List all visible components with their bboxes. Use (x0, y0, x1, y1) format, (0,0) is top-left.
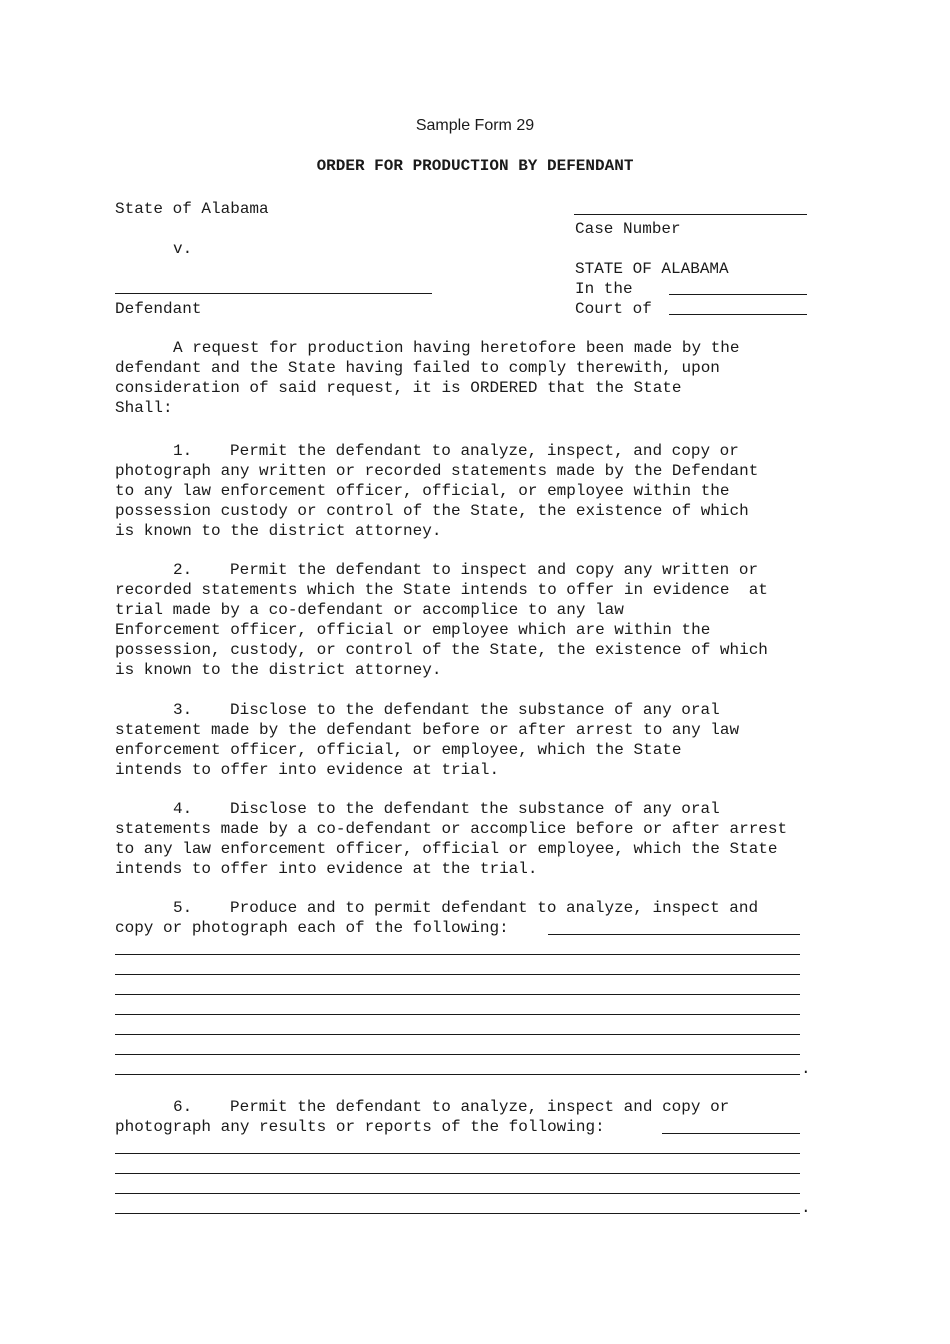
item-2-text: Permit the defendant to inspect and copy any written or recorded statements which the State intends to offer in evidence at trial made by a co-defendant or accomplice to any law Enforcement officer, official or employee which are within the possession, custody, or control of the State, the existence of which is known to the district attorney. (115, 561, 768, 679)
page-title: ORDER FOR PRODUCTION BY DEFENDANT (316, 157, 634, 175)
item-5-blank-line[interactable] (115, 1054, 800, 1055)
item-6-period: . (801, 1199, 811, 1217)
form-label: Sample Form 29 (415, 117, 535, 134)
item-5-period: . (801, 1060, 811, 1078)
defendant-label: Defendant (115, 300, 202, 318)
versus-label: v. (173, 240, 193, 258)
item-6-blank-line[interactable] (115, 1213, 800, 1214)
item-1-number: 1. (173, 442, 193, 460)
item-5-blank-line[interactable] (115, 1014, 800, 1015)
case-number-blank[interactable] (574, 214, 807, 215)
item-4-text: Disclose to the defendant the substance of any oral statements made by a co-defendant or accomplice before or after arrest to any law enforcement officer, official or employee, which the State intends to offer into evidence at the trial. (115, 800, 788, 878)
item-1-text: Permit the defendant to analyze, inspect, and copy or photograph any written or recorded statements made by the Defendant to any law enforcement officer, official, or employee within the possession custody or control of the State, the existence of which is known to the district attorney. (115, 442, 759, 540)
item-5-blank-line[interactable] (115, 994, 800, 995)
item-5-text: Produce and to permit defendant to analyze, inspect and copy or photograph each of the following: (115, 899, 759, 937)
court-of-label: Court of (575, 300, 652, 318)
item-3-number: 3. (173, 701, 193, 719)
item-5-number: 5. (173, 899, 193, 917)
intro-paragraph: A request for production having heretofore been made by the defendant and the State having failed to comply therewith, upon consideration of said request, it is ORDERED that the State Shall: (115, 339, 740, 417)
item-6-blank-line[interactable] (115, 1153, 800, 1154)
plaintiff-name: State of Alabama (115, 200, 269, 218)
item-5-blank-line[interactable] (115, 974, 800, 975)
item-2-number: 2. (173, 561, 193, 579)
item-5-blank-line[interactable] (115, 954, 800, 955)
item-6-blank-line[interactable] (662, 1133, 800, 1134)
item-3-text: Disclose to the defendant the substance of any oral statement made by the defendant before or after arrest to any law enforcement officer, official, or employee, which the State intends to offer into evidence at trial. (115, 701, 740, 779)
item-5-blank-line[interactable] (115, 1074, 800, 1075)
state-label: STATE OF ALABAMA (575, 260, 729, 278)
in-the-blank[interactable] (669, 294, 807, 295)
in-the-label: In the (575, 280, 633, 298)
item-5-blank-line[interactable] (115, 1034, 800, 1035)
item-6-blank-line[interactable] (115, 1193, 800, 1194)
defendant-name-blank[interactable] (115, 293, 432, 294)
item-4-number: 4. (173, 800, 193, 818)
item-5-blank-line[interactable] (548, 934, 800, 935)
item-6-text: Permit the defendant to analyze, inspect and copy or photograph any results or reports of the following: (115, 1098, 730, 1136)
item-6-blank-line[interactable] (115, 1173, 800, 1174)
court-of-blank[interactable] (669, 314, 807, 315)
case-number-label: Case Number (575, 220, 681, 238)
item-6-number: 6. (173, 1098, 193, 1116)
